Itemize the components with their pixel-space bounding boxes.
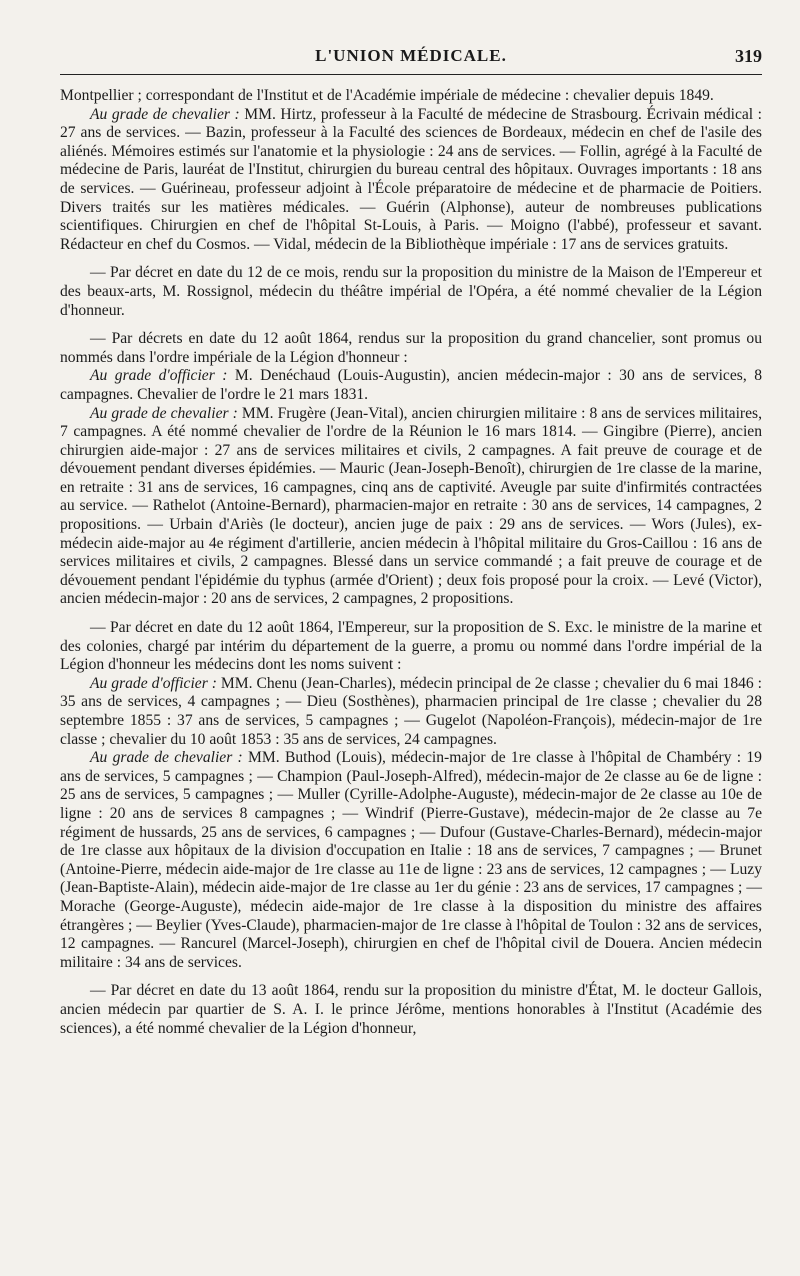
paragraph [60, 264, 762, 320]
paragraph-lead: Au grade d'officier : [90, 367, 228, 385]
paragraph-text: MM. Chenu (Jean-Charles), médecin principal de 2e classe ; chevalier du 6 mai 1846 : 35 ans de services, 4 campagnes ; — Dieu (Sosthènes), pharmacien principal de 1re classe ; chevalier du 28 septembre 1855 : 37 ans de services, 5 campagnes ; — Gugelot (Napoléon-François), médecin-major de 1re classe ; chevalier du 10 août 1853 : 35 ans de services, 24 campagnes. [60, 674, 763, 748]
paragraph-text: — Par décrets en date du 12 août 1864, rendus sur la proposition du grand chancelier, sont promus ou nommés dans l'ordre impériale de la Légion d'honneur : [60, 330, 762, 366]
paragraph [60, 675, 762, 749]
paragraph [60, 982, 762, 1038]
paragraph-text: Montpellier ; correspondant de l'Institut et de l'Académie impériale de médecine : chevalier depuis 1849. [60, 87, 714, 104]
paragraph [60, 106, 762, 255]
paragraph-text: MM. Frugère (Jean-Vital), ancien chirurgien militaire : 8 ans de services militaires, 7 campagnes. A été nommé chevalier de l'ordre de la Réunion le 16 mars 1814. — Gingibre (Pierre), ancien chirurgien aide-major : 27 ans de services militaires et civils, 2 campagnes. A fait preuve de courage et de dévouement pendant diverses épidémies. — Mauric (Jean-Joseph-Benoît), chirurgien de 1re classe de la marine, en retraite : 31 ans de services, 16 campagnes, cinq ans de captivité. Aveugle par suite d'infirmités contractées au service. — Rathelot (Antoine-Bernard), pharmacien-major en retraite : 30 ans de services, 14 campagnes, 2 propositions. — Urbain d'Ariès (le docteur), ancien juge de paix : 29 ans de services. — Wors (Jules), ex-médecin aide-major au 4e régiment d'artillerie, ancien médecin à l'hôpital militaire du Gros-Caillou : 16 ans de services militaires et civils, 2 campagnes. Blessé dans un service commandé ; a fait preuve de courage et de dévouement pendant l'épidémie du typhus (armée d'Orient) ; deux fois proposé pour la croix. — Levé (Victor), ancien médecin-major : 20 ans de services, 2 campagnes, 2 propositions. [60, 404, 762, 608]
page-number: 319 [735, 46, 762, 66]
paragraph [60, 405, 762, 610]
paragraph-text: — Par décret en date du 12 août 1864, l'Empereur, sur la proposition de S. Exc. le ministre de la marine et des colonies, chargé par intérim du département de la guerre, a promu ou nommé dans l'ordre impérial de la Légion d'honneur les médecins dont les noms suivent : [60, 619, 762, 674]
body-text [60, 87, 762, 1038]
paragraph-text: MM. Buthod (Louis), médecin-major de 1re classe à l'hôpital de Chambéry : 19 ans de services, 5 campagnes ; — Champion (Paul-Joseph-Alfred), médecin-major de 2e classe au 6e de ligne : 25 ans de services, 5 campagnes ; — Muller (Cyrille-Adolphe-Auguste), médecin-major de 2e classe au 10e de ligne : 20 ans de services 8 campagnes ; — Windrif (Pierre-Gustave), médecin-major de 2e classe au 7e régiment de hussards, 25 ans de services, 6 campagnes ; — Dufour (Gustave-Charles-Bernard), médecin-major de 1re classe aux hôpitaux de la division d'occupation en Italie : 18 ans de services, 7 campagnes ; — Brunet (Antoine-Pierre, médecin aide-major de 1re classe au 11e de ligne : 23 ans de services, 12 campagnes ; — Luzy (Jean-Baptiste-Alain), médecin aide-major de 1re classe au 1er du génie : 23 ans de services, 17 campagnes ; — Morache (George-Auguste), médecin aide-major de 1re classe à la disposition du ministre des affaires étrangères ; — Beylier (Yves-Claude), pharmacien-major de 1re classe à l'hôpital de Toulon : 32 ans de services, 12 campagnes. — Rancurel (Marcel-Joseph), chirurgien en chef de l'hôpital civil de Douera. Ancien médecin militaire : 34 ans de services. [60, 749, 762, 971]
paragraph [60, 330, 762, 367]
paragraph-lead: Au grade de chevalier : [90, 749, 243, 767]
page-header [60, 44, 762, 75]
paragraph-text: — Par décret en date du 13 août 1864, rendu sur la proposition du ministre d'État, M. le docteur Gallois, ancien médecin par quartier de S. A. I. le prince Jérôme, mentions honorables à l'Institut (Académie des sciences), a été nommé chevalier de la Légion d'honneur, [60, 982, 762, 1037]
paragraph-text: M. Denéchaud (Louis-Augustin), ancien médecin-major : 30 ans de services, 8 campagnes. Chevalier de l'ordre le 21 mars 1831. [60, 367, 762, 403]
paragraph [60, 87, 762, 106]
paragraph-lead: Au grade d'officier : [90, 674, 217, 692]
paragraph [60, 619, 762, 675]
paragraph-lead: Au grade de chevalier : [90, 105, 240, 123]
paragraph-text: — Par décret en date du 12 de ce mois, rendu sur la proposition du ministre de la Maison de l'Empereur et des beaux-arts, M. Rossignol, médecin du théâtre impérial de l'Opéra, a été nommé chevalier de la Légion d'honneur. [60, 264, 762, 319]
paragraph-lead: Au grade de chevalier : [90, 404, 238, 422]
paragraph [60, 367, 762, 404]
paragraph-text: MM. Hirtz, professeur à la Faculté de médecine de Strasbourg. Écrivain médical : 27 ans de services. — Bazin, professeur à la Faculté des sciences de Bordeaux, médecin en chef de l'asile des aliénés. Mémoires estimés sur l'anatomie et la physiologie : 24 ans de services. — Follin, agrégé à la Faculté de médecine de Paris, lauréat de l'Institut, chirurgien du bureau central des hôpitaux. Ouvrages importants : 18 ans de services. — Guérineau, professeur adjoint à l'École préparatoire de médecine et de pharmacie de Poitiers. Divers traités sur les matières médicales. — Guérin (Alphonse), auteur de nombreuses publications scientifiques. Chirurgien en chef de l'hôpital St-Louis, à Paris. — Moigno (l'abbé), professeur et savant. Rédacteur en chef du Cosmos. — Vidal, médecin de la Bibliothèque impériale : 17 ans de services gratuits. [60, 105, 762, 253]
paragraph [60, 749, 762, 972]
running-title: L'UNION MÉDICALE. [315, 46, 507, 65]
